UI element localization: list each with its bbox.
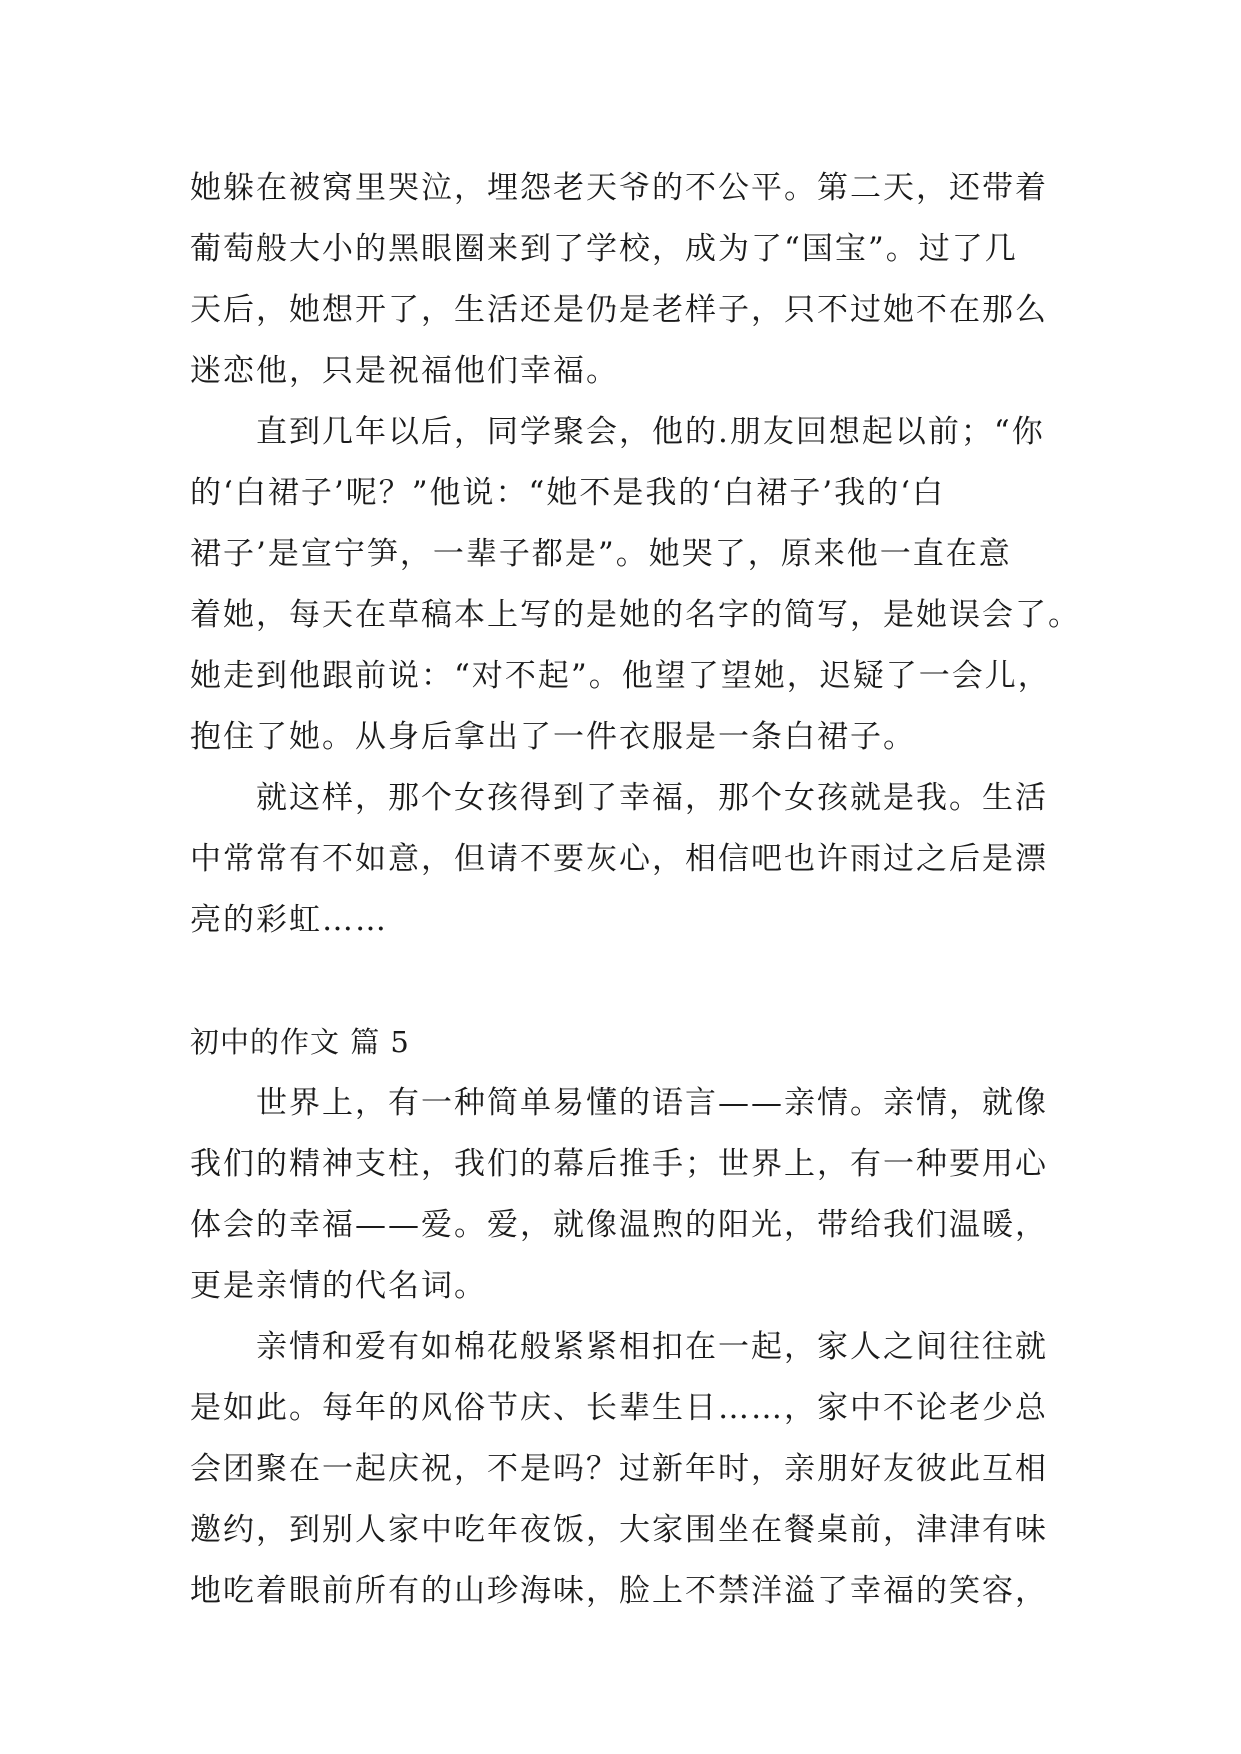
text-line: 她躲在被窝里哭泣，埋怨老天爷的不公平。第二天，还带着 bbox=[190, 170, 1048, 206]
text-line: 更是亲情的代名词。 bbox=[190, 1268, 487, 1304]
text-line: 葡萄般大小的黑眼圈来到了学校，成为了“国宝”。过了几 bbox=[190, 231, 1018, 267]
text-line: 中常常有不如意，但请不要灰心，相信吧也许雨过之后是漂 bbox=[190, 841, 1048, 877]
text-line: 直到几年以后，同学聚会，他的.朋友回想起以前；“你 bbox=[256, 414, 1045, 450]
text-line: 亮的彩虹…… bbox=[190, 902, 388, 938]
text-line: 会团聚在一起庆祝，不是吗？过新年时，亲朋好友彼此互相 bbox=[190, 1451, 1048, 1487]
text-line: 就这样，那个女孩得到了幸福，那个女孩就是我。生活 bbox=[256, 780, 1048, 816]
paragraph bbox=[190, 768, 1060, 951]
text-line: 着她，每天在草稿本上写的是她的名字的简写，是她误会了。 bbox=[190, 597, 1081, 633]
text-line: 我们的精神支柱，我们的幕后推手；世界上，有一种要用心 bbox=[190, 1146, 1048, 1182]
text-line: 亲情和爱有如棉花般紧紧相扣在一起，家人之间往往就 bbox=[256, 1329, 1048, 1365]
text-line: 天后，她想开了，生活还是仍是老样子，只不过她不在那么 bbox=[190, 292, 1048, 328]
text-line: 她走到他跟前说：“对不起”。他望了望她，迟疑了一会儿， bbox=[190, 658, 1051, 694]
document-body bbox=[190, 158, 1081, 1622]
paragraph bbox=[190, 1317, 1060, 1622]
text-line: 世界上，有一种简单易懂的语言——亲情。亲情，就像 bbox=[256, 1085, 1048, 1121]
text-line: 迷恋他，只是祝福他们幸福。 bbox=[190, 353, 619, 389]
text-line: 是如此。每年的风俗节庆、长辈生日……，家中不论老少总 bbox=[190, 1390, 1048, 1426]
paragraph bbox=[190, 1073, 1060, 1317]
text-line: 的‘白裙子’呢？”他说：“她不是我的‘白裙子’我的‘白 bbox=[190, 475, 945, 511]
paragraph bbox=[190, 402, 1081, 768]
text-line: 体会的幸福——爱。爱，就像温煦的阳光，带给我们温暖， bbox=[190, 1207, 1048, 1243]
text-line: 邀约，到别人家中吃年夜饭，大家围坐在餐桌前，津津有味 bbox=[190, 1512, 1048, 1548]
section-heading: 初中的作文 篇 5 bbox=[190, 1025, 410, 1059]
spacer bbox=[190, 951, 1060, 1012]
text-line: 抱住了她。从身后拿出了一件衣服是一条白裙子。 bbox=[190, 719, 916, 755]
text-line: 裙子’是宣宁笋，一辈子都是”。她哭了，原来他一直在意 bbox=[190, 536, 1012, 572]
text-line: 地吃着眼前所有的山珍海味，脸上不禁洋溢了幸福的笑容， bbox=[190, 1573, 1048, 1609]
paragraph-continued bbox=[190, 158, 1060, 402]
